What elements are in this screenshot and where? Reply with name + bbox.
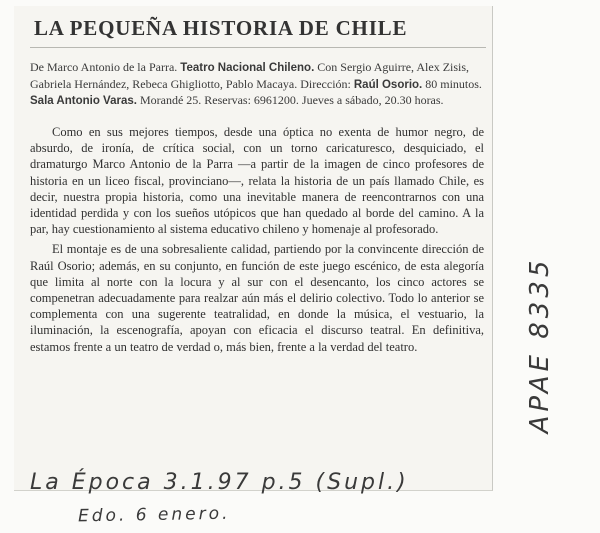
credits-author: De Marco Antonio de la Parra. (30, 60, 178, 74)
credits-cast: Con Sergio Aguirre, Alex Zisis, Gabriela Hernández, Rebeca Ghigliotto, Pablo Macaya. Dirección: (30, 60, 470, 91)
credits-duration: 80 minutos. (425, 76, 482, 91)
headline-divider (30, 47, 486, 48)
production-credits (30, 60, 484, 110)
handwritten-source-note: La Época 3.1.97 p.5 (Supl.) (30, 470, 409, 495)
review-body (30, 124, 484, 355)
credits-hall: Sala Antonio Varas. (30, 95, 137, 107)
credits-address: Morandé 25. Reservas: 6961200. Jueves a sábado, 20.30 horas. (139, 93, 444, 107)
credits-venue: Teatro Nacional Chileno. (180, 62, 315, 74)
review-paragraph-1: Como en sus mejores tiempos, desde una óptica no exenta de humor negro, de absurdo, de ironía, de crítica social, con un torno caricaturesco, desquiciado, el dramaturgo Marco Antonio de la Parra —a partir de la imagen de cinco profesores de historia en un liceo fiscal, provinciano—, relata la historia de un país llamado Chile, es decir, nuestra propia historia, como una inevitable manera de reencontrarnos con una identidad perdida y con los sueños utópicos que han quedado al borde del camino. A la par, hay cuestionamiento al sistema educativo chileno y homenaje al profesorado. (30, 125, 484, 237)
review-paragraph-2: El montaje es de una sobresaliente calidad, partiendo por la convincente dirección de Raúl Osorio; además, en su conjunto, en función de este juego escénico, de esta alegoría que limita al norte con la locura y al sur con el desencanto, los cinco actores se compenetran adecuadamente para realzar aún más el delirio colectivo. Todo lo anterior se complementa con una sugerente teatralidad, en donde la música, el vestuario, la iluminación, la escenografía, apoyan con eficacia el discurso teatral. En definitiva, estamos frente a un teatro de verdad o, más bien, frente a la verdad del teatro. (30, 242, 484, 354)
handwritten-edition-note: Edo. 6 enero. (77, 503, 231, 527)
handwritten-archive-code: APAE 8335 (525, 256, 555, 434)
article-headline: LA PEQUEÑA HISTORIA DE CHILE (34, 16, 408, 40)
credits-director: Raúl Osorio. (353, 78, 423, 91)
